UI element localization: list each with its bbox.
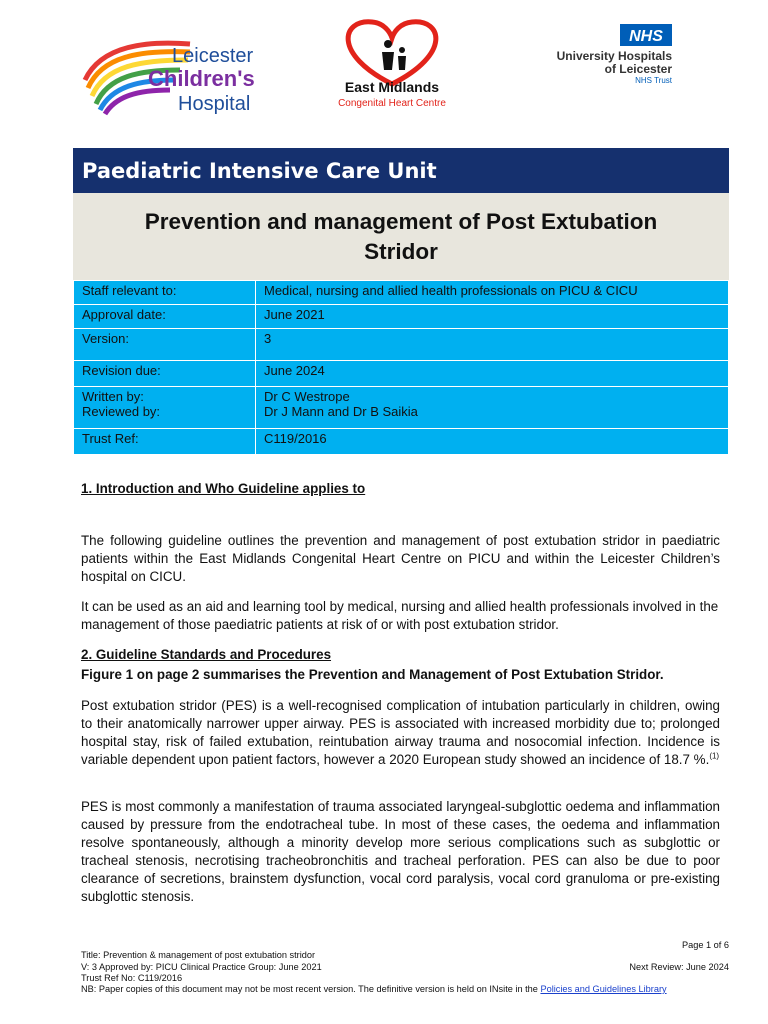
document-meta-table [73,280,729,455]
meta-key: Version: [74,329,256,361]
meta-key: Staff relevant to: [74,281,256,305]
footer-next-review: Next Review: June 2024 [629,962,729,972]
meta-value: C119/2016 [256,429,729,455]
footer-nb-text: NB: Paper copies of this document may not be most recent version. The definitive version is held on INsite in the [81,984,541,994]
meta-value: Medical, nursing and allied health professionals on PICU & CICU [256,281,729,305]
document-title: Prevention and management of Post Extubation Stridor [144,208,658,264]
meta-value: June 2021 [256,305,729,329]
east-midlands-chc-logo [312,14,472,114]
table-row [74,305,729,329]
meta-value: June 2024 [256,361,729,387]
reference-marker: (1) [709,751,720,761]
section-2-heading: 2. Guideline Standards and Procedures [81,647,332,662]
unit-header [73,148,729,193]
footer-title: Title: Prevention & management of post extubation stridor [81,950,316,960]
footer-nb [81,984,729,995]
section-2-paragraph [81,697,720,769]
section-1-paragraph: It can be used as an aid and learning tool by medical, nursing and allied health professionals involved in the management of those paediatric patients at risk of or with post extubation stridor. [81,599,719,632]
meta-key: Approval date: [74,305,256,329]
svg-text:NHS: NHS [629,28,663,45]
table-row [74,281,729,305]
nhs-uhl-logo [536,22,676,92]
svg-text:Children's: Children's [148,66,255,91]
meta-value: 3 [256,329,729,361]
section-1-paragraph: The following guideline outlines the prevention and management of post extubation stridor in paediatric patients within the East Midlands Congenital Heart Centre on PICU and within the Leicester Children’s hospital on CICU. [81,533,720,584]
unit-name: Paediatric Intensive Care Unit [82,158,437,183]
policies-library-link[interactable]: Policies and Guidelines Library [540,984,667,994]
logo-bar [0,0,768,140]
leicester-childrens-hospital-logo [80,18,280,118]
page-number: Page 1 of 6 [682,940,729,950]
svg-text:of Leicester: of Leicester [604,62,672,76]
section-1-heading: 1. Introduction and Who Guideline applies to [81,481,366,496]
meta-value: Dr C Westrope Dr J Mann and Dr B Saikia [256,387,729,429]
meta-key: Trust Ref: [74,429,256,455]
table-row [74,329,729,361]
svg-text:Congenital Heart Centre: Congenital Heart Centre [338,98,446,109]
svg-text:University Hospitals: University Hospitals [556,49,672,63]
figure-note: Figure 1 on page 2 summarises the Prevention and Management of Post Extubation Stridor. [81,667,664,682]
table-row [74,387,729,429]
svg-text:Hospital: Hospital [178,93,251,115]
document-title-band [73,193,729,280]
paragraph-text: Post extubation stridor (PES) is a well-recognised complication of intubation particularly in children, owing to their anatomically narrower upper airway. PES is associated with increased morbidity due to; prolonged hospital stay, risk of failed extubation, reintubation airway trauma and nosocomial infection. Incidence is variable dependent upon patient factors, however a 2020 European study showed an incidence of 18.7 %. [81,698,720,767]
meta-key: Written by: Reviewed by: [74,387,256,429]
svg-text:Leicester: Leicester [172,45,254,67]
svg-text:NHS Trust: NHS Trust [635,76,672,85]
meta-key: Revision due: [74,361,256,387]
svg-text:East Midlands: East Midlands [344,79,440,95]
table-row [74,361,729,387]
footer-version: V: 3 Approved by: PICU Clinical Practice Group: June 2021 [81,962,322,972]
footer-trust-ref: Trust Ref No: C119/2016 [81,973,183,983]
section-2-paragraph: PES is most commonly a manifestation of trauma associated laryngeal-subglottic oedema and inflammation caused by pressure from the endotracheal tube. In most of these cases, the oedema and inflammation resolve spontaneously, although a minority develop more serious complications such as subglottic or tracheal stenosis, necrotising tracheobronchitis and tracheal perforation. PES can also be due to poor clearance of secretions, brainstem dysfunction, vocal cord paralysis, vocal cord granuloma or pre-existing subglottic stenosis. [81,799,720,904]
table-row [74,429,729,455]
